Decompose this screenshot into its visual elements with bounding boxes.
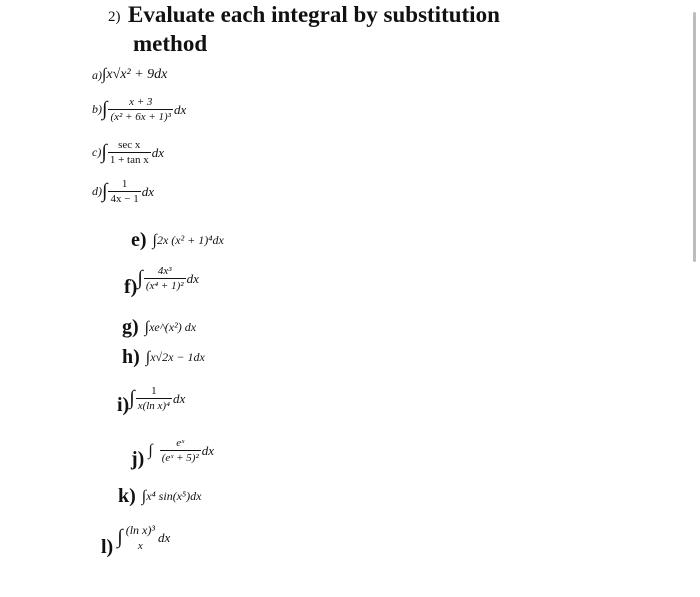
denominator-i: x(ln x)⁴ [137,400,170,412]
question-number: 2) [108,9,121,25]
denominator-d: 4x − 1 [110,193,139,205]
integrand-e: 2x (x² + 1)⁴dx [156,233,224,247]
denominator-j: (eˣ + 5)² [161,452,199,464]
integral-icon: ∫ [101,141,107,163]
label-j: j) [131,448,145,470]
integral-icon: ∫ [144,318,150,336]
problem-c [92,139,164,166]
problem-i [117,380,185,417]
fraction-j [160,437,201,464]
dx-i: dx [172,390,186,406]
fraction-l [124,523,157,552]
problem-g [122,316,196,339]
numerator-f: 4x³ [157,265,172,277]
denominator-f: (x⁴ + 1)² [145,280,184,292]
vertical-scrollbar[interactable] [693,12,696,262]
label-c: c) [92,145,102,159]
label-k: k) [118,485,136,507]
problem-b [92,96,186,123]
fraction-f [144,265,186,292]
numerator-c: sec x [118,139,141,151]
heading-line-1: Evaluate each integral by substitution [128,2,500,27]
problem-f [124,258,199,299]
integral-icon: ∫ [141,487,147,505]
problem-e [131,229,224,252]
numerator-l: (ln x)³ [125,523,155,537]
label-i: i) [117,394,130,416]
numerator-b: x + 3 [129,96,153,108]
label-e: e) [131,229,147,251]
problem-k [118,485,202,508]
label-a: a) [92,67,102,82]
integral-icon: ∫ [152,231,157,249]
dx-b: dx [174,101,187,117]
problem-j [131,430,214,471]
dx-c: dx [151,144,164,160]
integral-icon: ∫ [102,180,108,202]
problem-h [122,346,205,369]
integrand-a: x√x² + 9dx [106,67,168,82]
fraction-c [108,139,151,166]
label-b: b) [92,102,102,116]
label-d: d) [92,184,102,198]
label-f: f) [124,276,138,298]
integral-icon: ∫ [102,66,107,83]
numerator-j: eˣ [176,437,185,449]
fraction-d [108,178,140,205]
problem-a [92,66,167,84]
denominator-b: (x² + 6x + 1)³ [110,111,172,123]
integrand-k: x⁴ sin(x⁵)dx [146,489,202,503]
label-g: g) [122,316,139,338]
dx-j: dx [201,442,215,458]
fraction-i [136,385,172,412]
heading-line-2: method [133,31,208,56]
dx-d: dx [141,183,154,199]
fraction-b [108,96,173,123]
numerator-d: 1 [121,178,128,190]
label-h: h) [122,346,140,368]
integral-icon: ∫ [117,526,123,548]
integrand-h: x√2x − 1dx [150,350,205,364]
problem-d [92,178,154,205]
integral-icon: ∫ [145,348,151,366]
numerator-i: 1 [151,385,157,397]
denominator-c: 1 + tan x [109,154,149,166]
problem-l [101,516,170,559]
integral-icon: ∫ [102,98,108,120]
integral-icon: ∫ [137,267,143,289]
integral-icon: ∫ [148,441,153,459]
label-l: l) [101,536,114,558]
denominator-l: x [137,540,143,552]
integrand-g: xe^(x²) dx [149,320,197,334]
integral-icon: ∫ [129,387,135,409]
dx-l: dx [157,529,171,545]
dx-f: dx [186,270,199,286]
